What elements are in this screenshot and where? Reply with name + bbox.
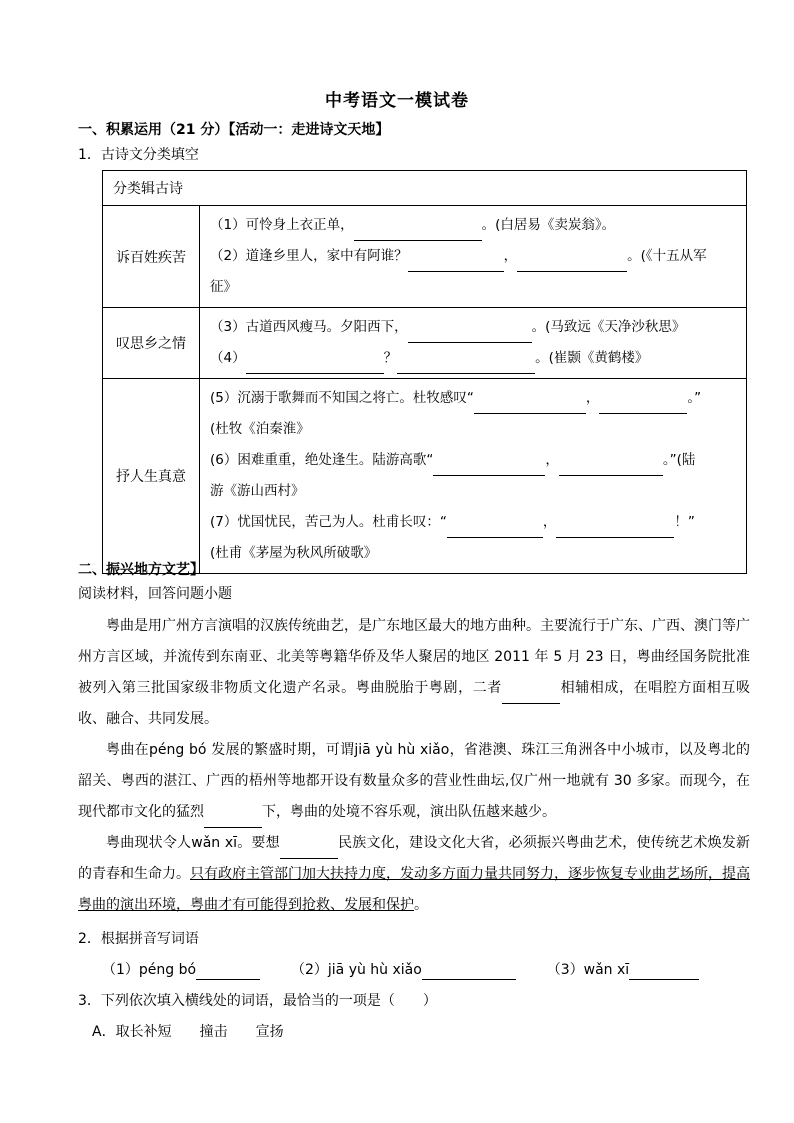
- answer-blank[interactable]: [196, 961, 260, 980]
- answer-blank[interactable]: [517, 253, 627, 272]
- poem-line: (杜牧《泊秦淮》: [210, 421, 310, 437]
- answer-blank[interactable]: [246, 355, 384, 374]
- paragraph-2: 粤曲在péng bó 发展的繁盛时期，可谓jiā yù hù xiǎo，省港澳、珠江三角洲各中小城市，以及粤北的韶关、粤西的湛江、广西的梧州等地都开设有数量众多的营业性曲坛,仅广州一地就有 30 多家。而现今，在现代都市文化的猛烈 下，粤曲的处境不容乐观，演出队伍越来越少。: [78, 735, 750, 828]
- category-cell: 诉百姓疾苦: [103, 206, 200, 308]
- section2-heading: 二、振兴地方文艺】: [78, 562, 204, 578]
- answer-blank[interactable]: [433, 457, 545, 476]
- answer-blank[interactable]: [422, 961, 516, 980]
- underlined-sentence: 只有政府主管部门加大扶持力度，发动多方面力量共同努力，逐步恢复专业曲艺场所，提高粤曲的演出环境，粤曲才有可能得到抢救、发展和保护: [78, 866, 750, 913]
- table-header: 分类辑古诗: [103, 171, 747, 206]
- items-cell: [200, 206, 747, 308]
- reading-instruction: 阅读材料，回答问题小题: [78, 586, 232, 602]
- page-title: 中考语文一模试卷: [325, 91, 469, 111]
- q3-label: 3．下列依次填入横线处的词语，最恰当的一项是（ ）: [78, 993, 437, 1009]
- paragraph-1: 粤曲是用广州方言演唱的汉族传统曲艺，是广东地区最大的地方曲种。主要流行于广东、广西、澳门等广州方言区域，并流传到东南亚、北美等粤籍华侨及华人聚居的地区 2011 年 5 月 23 日，粤曲经国务院批准被列入第三批国家级非物质文化遗产名录。粤曲脱胎于粤剧，二者 相辅相成，在唱腔方面相互吸收、融合、共同发展。: [78, 618, 751, 727]
- poem-line: 游《游山西村》: [210, 483, 305, 499]
- answer-blank[interactable]: [559, 457, 663, 476]
- answer-blank[interactable]: [447, 519, 543, 538]
- poem-line: （3）古道西风瘦马。夕阳西下， 。(马致远《天净沙秋思》: [210, 312, 740, 343]
- items-cell: [200, 308, 747, 379]
- poem-line: (7）忧国忧民，苦己为人。杜甫长叹：“ ， ！”: [210, 507, 740, 538]
- answer-blank[interactable]: [397, 355, 535, 374]
- poem-line: 征》: [210, 279, 237, 295]
- q2-items: （1）péng bó （2）jiā yù hù xiǎo （3）wǎn xī: [102, 960, 699, 980]
- section1-heading: 一、积累运用（21 分）【活动一：走进诗文天地】: [78, 122, 390, 138]
- answer-blank[interactable]: [599, 395, 687, 414]
- q3-option-a[interactable]: A．取长补短 撞击 宣扬: [92, 1024, 284, 1040]
- q2-label: 2．根据拼音写词语: [78, 931, 199, 947]
- answer-blank[interactable]: [502, 685, 560, 704]
- poem-line: (5）沉溺于歌舞而不知国之将亡。杜牧感叹“ ， 。”: [210, 383, 740, 414]
- answer-blank[interactable]: [408, 253, 504, 272]
- answer-blank[interactable]: [204, 809, 262, 828]
- poem-line: (杜甫《茅屋为秋风所破歌》: [210, 545, 378, 561]
- answer-blank[interactable]: [556, 519, 674, 538]
- answer-blank[interactable]: [354, 222, 482, 241]
- poem-line: （4） ？ 。(崔颢《黄鹤楼》: [210, 343, 740, 374]
- answer-blank[interactable]: [474, 395, 586, 414]
- poem-line: （2）道逢乡里人，家中有阿谁？ ， 。(《十五从军: [210, 241, 740, 272]
- items-cell: [200, 379, 747, 574]
- answer-blank[interactable]: [408, 324, 532, 343]
- answer-blank[interactable]: [280, 840, 338, 859]
- category-cell: 叹思乡之情: [103, 308, 200, 379]
- category-cell: 抒人生真意: [103, 379, 200, 574]
- q1-label: 1．古诗文分类填空: [78, 147, 199, 163]
- answer-blank[interactable]: [629, 961, 699, 980]
- poetry-table: [102, 170, 747, 574]
- poem-line: （1）可怜身上衣正单， 。(白居易《卖炭翁》。: [210, 210, 740, 241]
- poem-line: (6）困难重重，绝处逢生。陆游高歌“ ， 。”(陆: [210, 445, 740, 476]
- paragraph-3: 粤曲现状令人wǎn xī。要想 民族文化，建设文化大省，必须振兴粤曲艺术，使传统艺术焕发新的青春和生命力。只有政府主管部门加大扶持力度，发动多方面力量共同努力，逐步恢复专业曲艺场所，提高粤曲的演出环境，粤曲才有可能得到抢救、发展和保护。: [78, 835, 750, 913]
